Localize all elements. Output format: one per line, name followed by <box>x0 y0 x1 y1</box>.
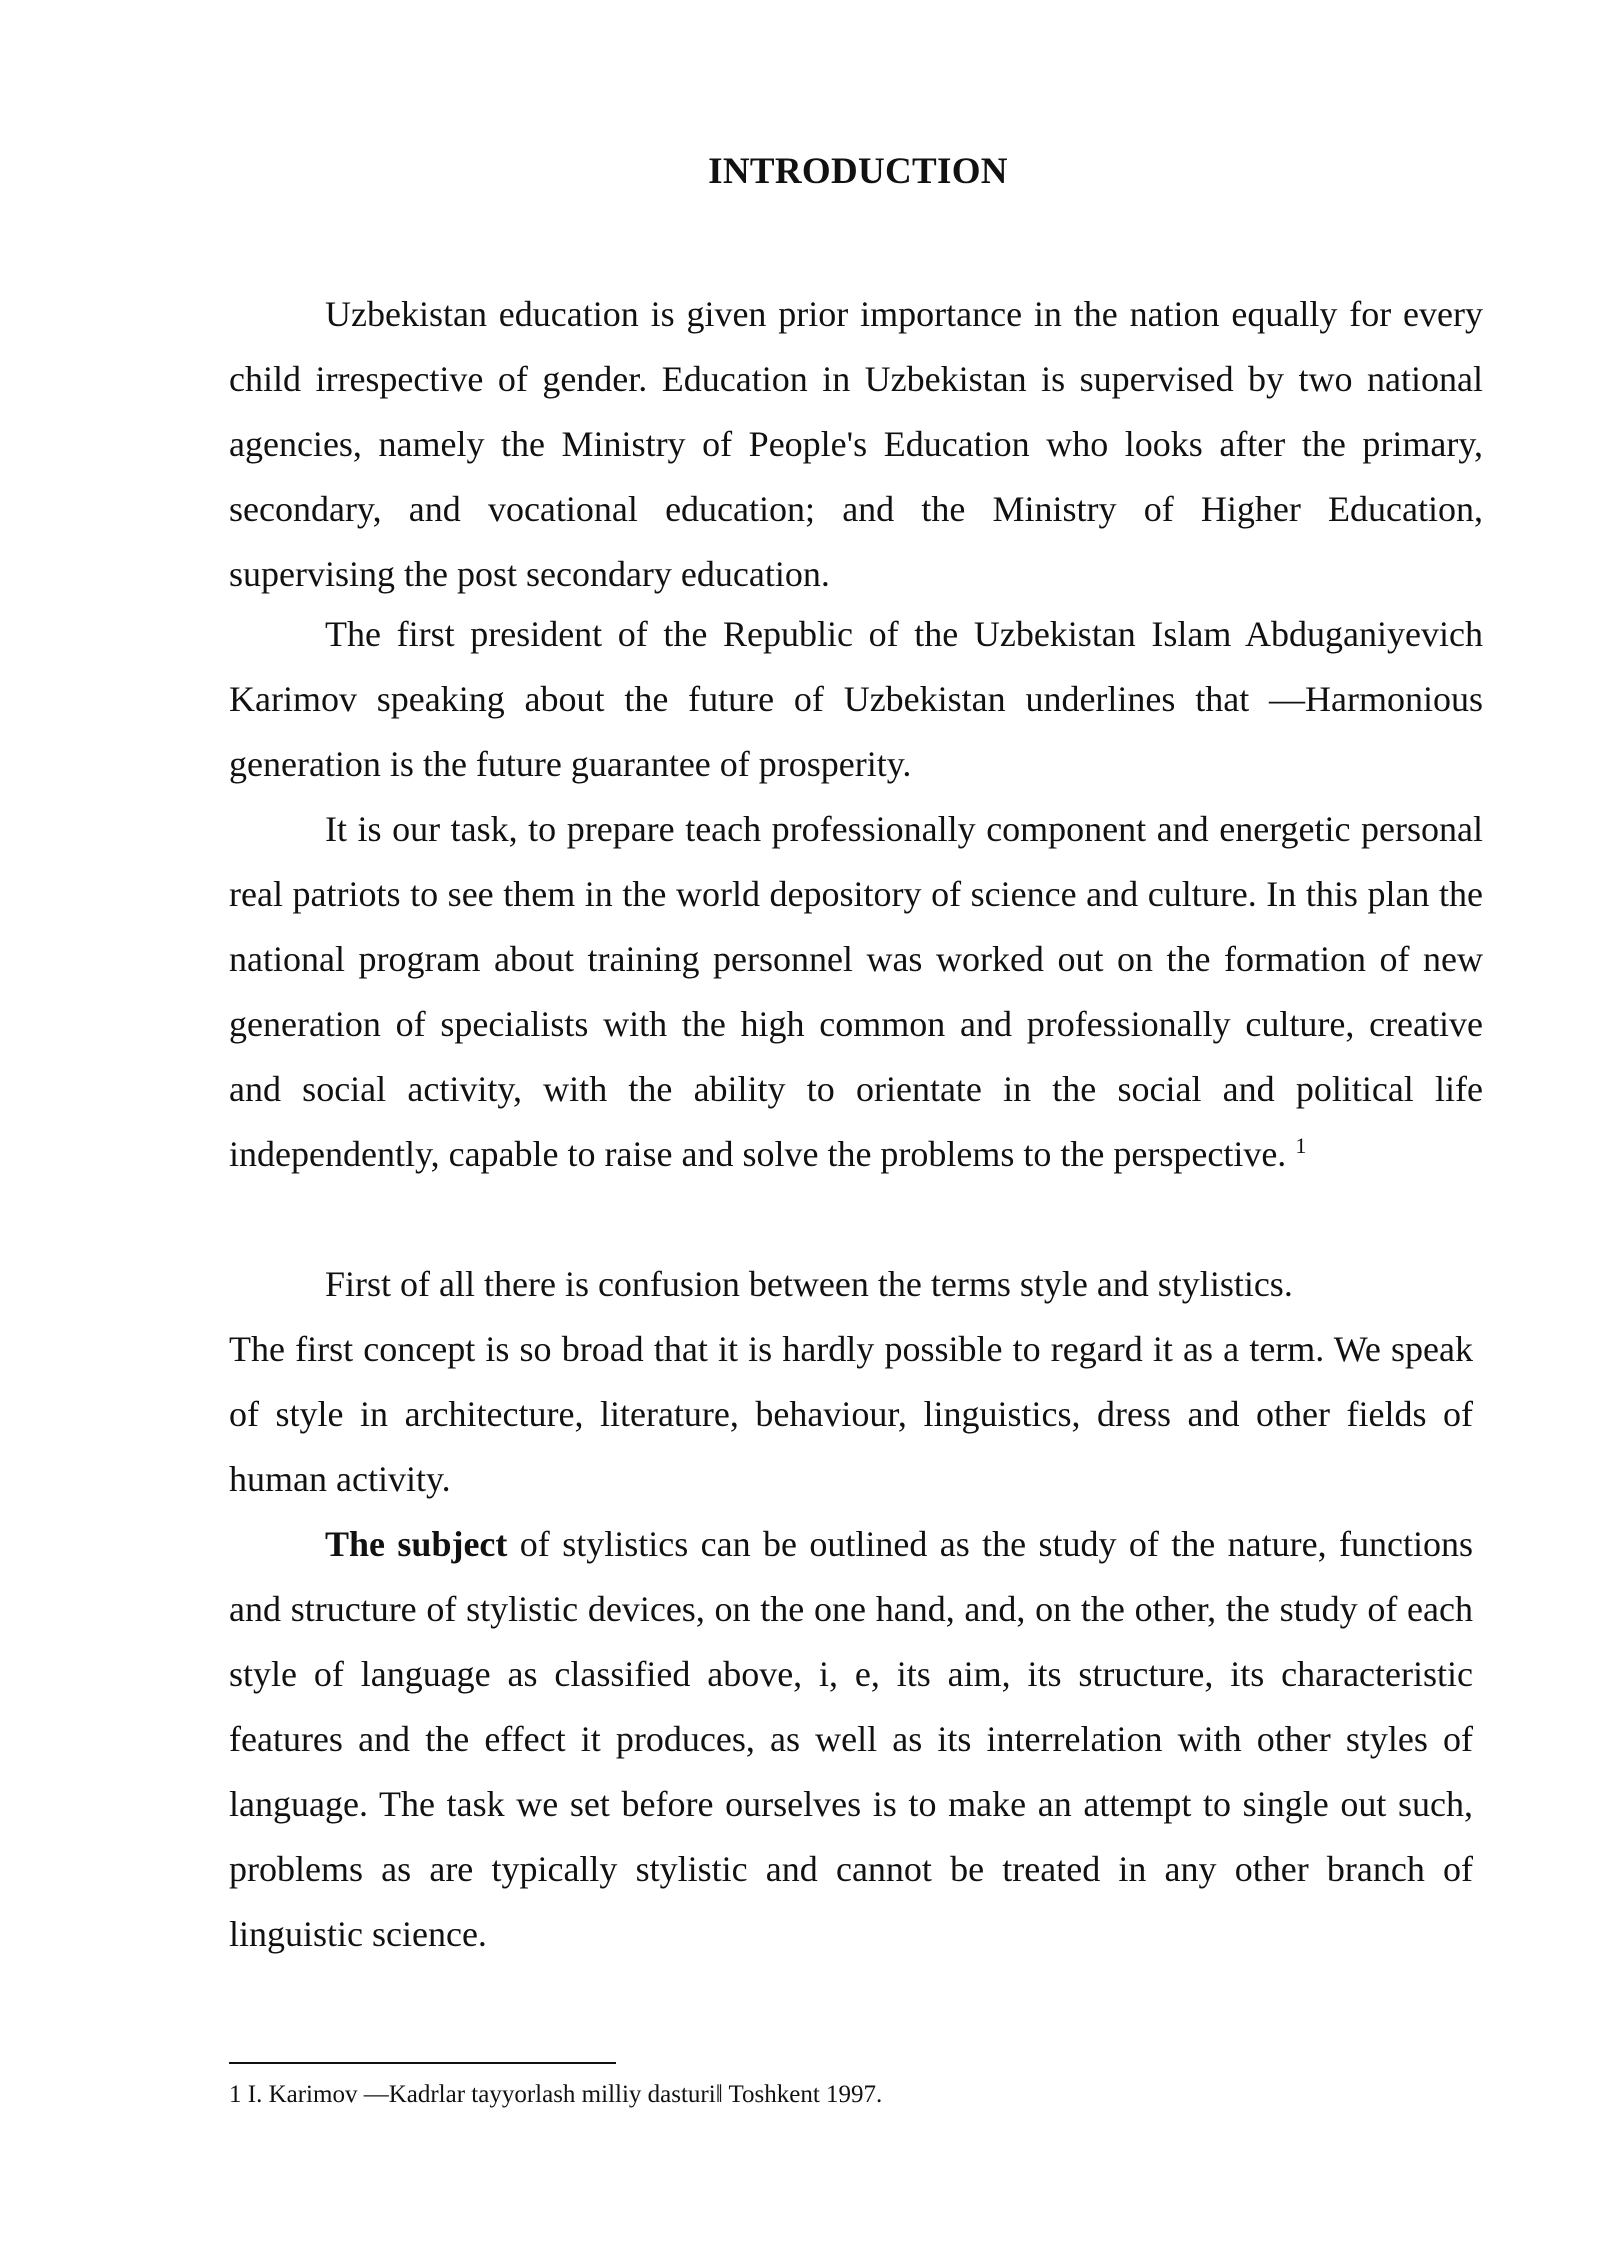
paragraph-national-program <box>229 797 1483 1187</box>
paragraph-style-confusion: First of all there is confusion between the terms style and stylistics. <box>325 1264 1293 1304</box>
footnote-separator <box>229 2062 616 2064</box>
paragraph-subject-of-stylistics <box>229 1512 1473 1967</box>
paragraph-style-concept: The first concept is so broad that it is hardly possible to regard it as a term. We speak of style in architecture, literature, behaviour, linguistics, dress and other fields of human activity. <box>229 1329 1473 1499</box>
paragraph-text: of stylistics can be outlined as the study of the nature, functions and structure of stylistic devices, on the one hand, and, on the other, the study of each style of language as classified above, i, e, its aim, its structure, its characteristic features and the effect it produces, as well as its interrelation with other styles of language. The task we set before ourselves is to make an attempt to single out such, problems as are typically stylistic and cannot be treated in any other branch of linguistic science. <box>229 1524 1473 1954</box>
footnote-reference: 1 <box>1295 1133 1307 1158</box>
paragraph-president-quote <box>229 602 1483 797</box>
bold-term: The subject <box>325 1524 508 1564</box>
paragraph-text: The first president of the Republic of the Uzbekistan Islam Abduganiyevich Karimov speaking about the future of Uzbekistan underlines that —Harmonious generation is the future guarantee of prosperity. <box>229 614 1483 784</box>
paragraph-text: It is our task, to prepare teach professionally component and energetic personal real patriots to see them in the world depository of science and culture. In this plan the national program about training personnel was worked out on the formation of new generation of specialists with the high common and professionally culture, creative and social activity, with the ability to orientate in the social and political life independently, capable to raise and solve the problems to the perspective. <box>229 809 1483 1174</box>
page-heading: INTRODUCTION <box>708 151 1008 192</box>
footnote-text: 1 I. Karimov —Kadrlar tayyorlash milliy dasturi‖ Toshkent 1997. <box>229 2081 883 2108</box>
paragraph-education-overview <box>229 282 1483 607</box>
paragraph-text: Uzbekistan education is given prior importance in the nation equally for every child irrespective of gender. Education in Uzbekistan is supervised by two national agencies, namely the Ministry of People's Education who looks after the primary, secondary, and vocational education; and the Ministry of Higher Education, supervising the post secondary education. <box>229 294 1483 594</box>
